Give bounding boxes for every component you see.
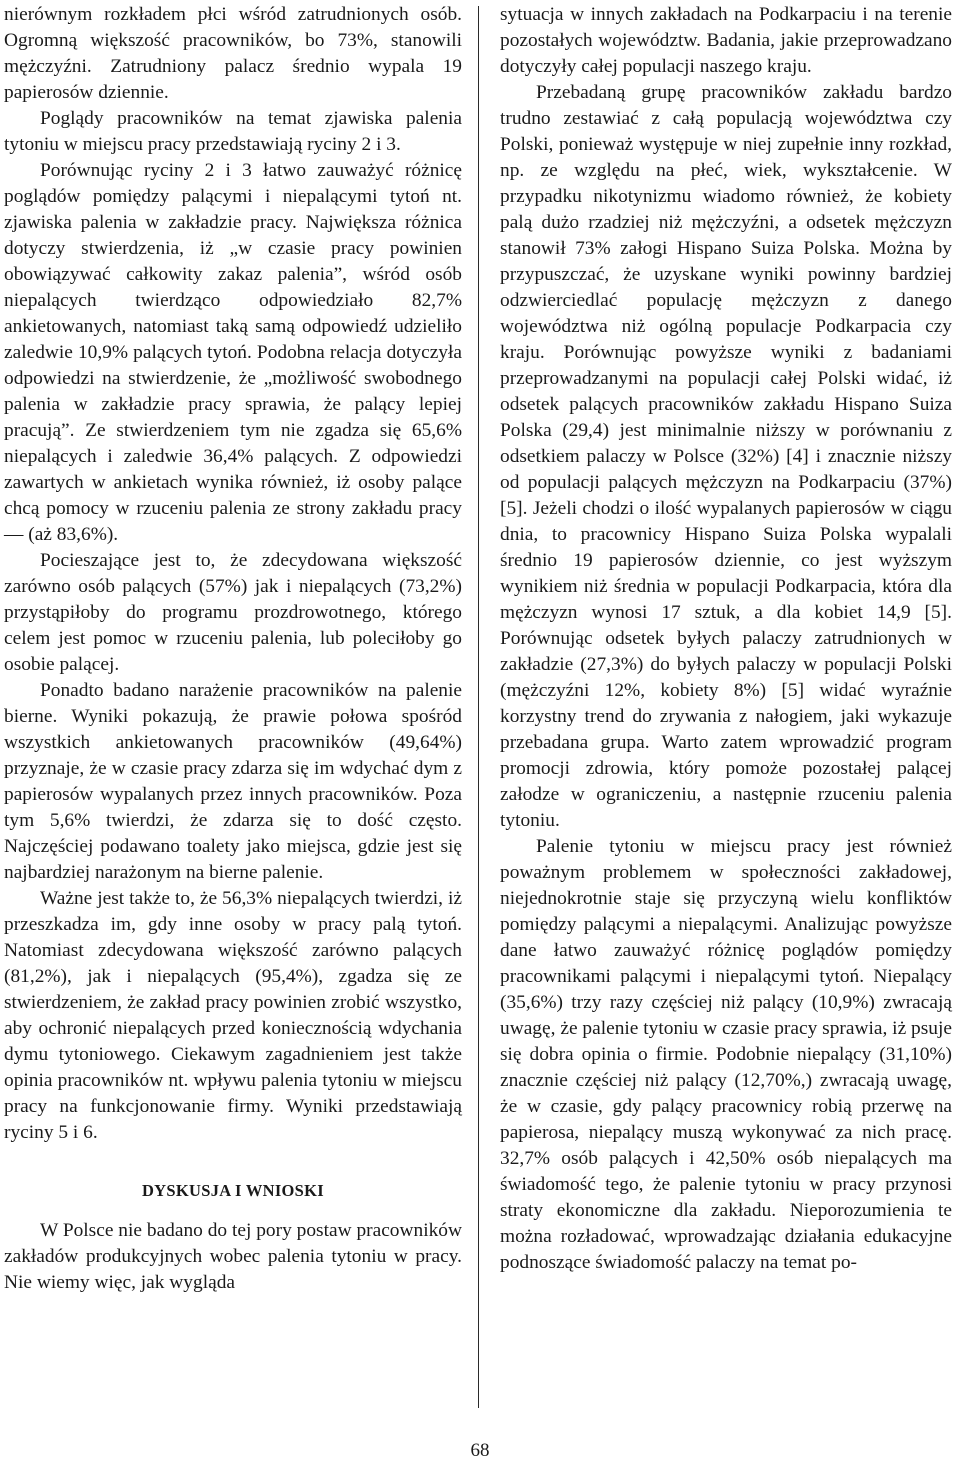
paragraph: Palenie tytoniu w miejscu pracy jest również poważnym problemem w społeczności zakładowej, niejednokrotnie staje się przyczyną wielu konfliktów pomiędzy palącymi a niepalącymi. Analizując powyższe dane łatwo zauważyć różnicę poglądów pomiędzy pracownikami palącymi i niepalącymi tytoń. Niepalący (35,6%) trzy razy częściej niż palący (10,9%) zwracają uwagę, że palenie tytoniu w czasie pracy sprawia, iż psuje się dobra opinia o firmie. Podobnie niepalący (31,10%) znacznie częściej niż palący (12,70%,) zwracają uwagę, że w czasie, gdy palący pracownicy robią przerwę na papierosa, niepalący muszą wykonywać za nich pracę. 32,7% osób palących i 42,50% osób niepalących ma świadomość tego, że palenie tytoniu w pracy przynosi straty ekonomiczne dla zakładu. Nieporozumienia te można rozładować, wprowadzając działania edukacyjne podnoszące świadomość palaczy na temat po- [500,836,952,1273]
page-number: 68 [470,1440,490,1461]
paragraph: sytuacja w innych zakładach na Podkarpaciu i na terenie pozostałych województw. Badania, jakie przeprowadzano dotyczyły całej populacji naszego kraju. [500,4,952,77]
paragraph: W Polsce nie badano do tej pory postaw pracowników zakładów produkcyjnych wobec palenia tytoniu w pracy. Nie wiemy więc, jak wygląda [4,1220,462,1293]
paragraph: Ponadto badano narażenie pracowników na palenie bierne. Wyniki pokazują, że prawie połowa spośród wszystkich ankietowanych pracowników (49,64%) przyznaje, że w czasie pracy zdarza się im wdychać dym z papierosów wypalanych przez innych pracowników. Poza tym 5,6% twierdzi, że zdarza się to dość często. Najczęściej podawano toalety jako miejsca, gdzie jest się najbardziej narażonym na bierne palenie. [4,680,462,883]
paragraph: Ważne jest także to, że 56,3% niepalących twierdzi, iż przeszkadza im, gdy inne osoby w pracy palą tytoń. Natomiast zdecydowana większość zarówno palących (81,2%), jak i niepalących (95,4%), zgadza się ze stwierdzeniem, że zakład pracy powinien zrobić wszystko, aby ochronić niepalących przed koniecznością wdychania dymu tytoniowego. Ciekawym zagadnieniem jest także opinia pracowników nt. wpływu palenia tytoniu w miejscu pracy na funkcjonowanie firmy. Wyniki przedstawiają ryciny 5 i 6. [4,888,462,1143]
paragraph: nierównym rozkładem płci wśród zatrudnionych osób. Ogromną większość pracowników, bo 73%, stanowili mężczyźni. Zatrudniony palacz średnio wypala 19 papierosów dziennie. [4,4,462,103]
paragraph: Poglądy pracowników na temat zjawiska palenia tytoniu w miejscu pracy przedstawiają ryciny 2 i 3. [4,108,462,155]
paragraph: Przebadaną grupę pracowników zakładu bardzo trudno zestawiać z całą populacją województwa czy Polski, ponieważ występuje w niej zupełnie inny rozkład, np. ze względu na płeć, wiek, wykształcenie. W przypadku nikotynizmu wiadomo również, że kobiety palą dużo rzadziej niż mężczyźni, a odsetek mężczyzn stanowił 73% załogi Hispano Suiza Polska. Można by przypuszczać, że uzyskane wyniki powinny bardziej odzwierciedlać populację mężczyzn z danego województwa niż ogólną populacje Podkarpacia czy kraju. Porównując powyższe wyniki z badaniami przeprowadzanymi na populacji całej Polski widać, iż odsetek palących pracowników zakładu Hispano Suiza Polska (29,4) jest minimalnie niższy w porównaniu z odsetkiem palaczy w Polsce (32%) [4] i znacznie niższy od populacji palących mężczyzn na Podkarpaciu (37%) [5]. Jeżeli chodzi o ilość wypalanych papierosów w ciągu dnia, to pracownicy Hispano Suiza Polska wypalali średnio 19 papierosów dziennie, co jest wyższym wynikiem niż średnia w populacji Podkarpacia, która dla mężczyzn wynosi 17 sztuk, a dla kobiet 14,9 [5]. Porównując odsetek byłych palaczy zatrudnionych w zakładzie (27,3%) do byłych palaczy w populacji Polski (mężczyźni 12%, kobiety 8%) [5] widać wyraźnie korzystny trend do zrywania z nałogiem, jaki wykazuje przebadana grupa. Warto zatem wprowadzić program promocji zdrowia, który pomoże pozostałej palącej załodze w ograniczeniu, a następnie rzuceniu palenia tytoniu. [500,82,952,831]
paragraph: Porównując ryciny 2 i 3 łatwo zauważyć różnicę poglądów pomiędzy palącymi i niepalącymi tytoń nt. zjawiska palenia w zakładzie pracy. Największa różnica dotyczy stwierdzenia, iż „w czasie pracy powinien obowiązywać całkowity zakaz palenia”, wśród osób niepalących twierdząco odpowiedziało 82,7% ankietowanych, natomiast taką samą odpowiedź udzieliło zaledwie 10,9% palących tytoń. Podobna relacja dotyczyła odpowiedzi na stwierdzenie, że „możliwość swobodnego palenia w zakładzie pracy sprawia, że palący lepiej pracują”. Ze stwierdzeniem tym nie zgadza się 65,6% niepalących i zaledwie 36,4% palących. Z odpowiedzi zawartych w ankietach wynika również, iż osoby palące chcą pomocy w rzuceniu palenia ze strony zakładu pracy — (aż 83,6%). [4,160,462,545]
column-divider [478,6,479,1408]
right-column [500,2,952,1276]
paragraph: Pocieszające jest to, że zdecydowana większość zarówno osób palących (57%) jak i niepalących (73,2%) przystąpiłoby do programu prozdrowotnego, którego celem jest pomoc w rzuceniu palenia, lub poleciłoby go osobie palącej. [4,550,462,675]
left-column [4,2,462,1296]
section-heading: DYSKUSJA I WNIOSKI [141,1181,325,1200]
